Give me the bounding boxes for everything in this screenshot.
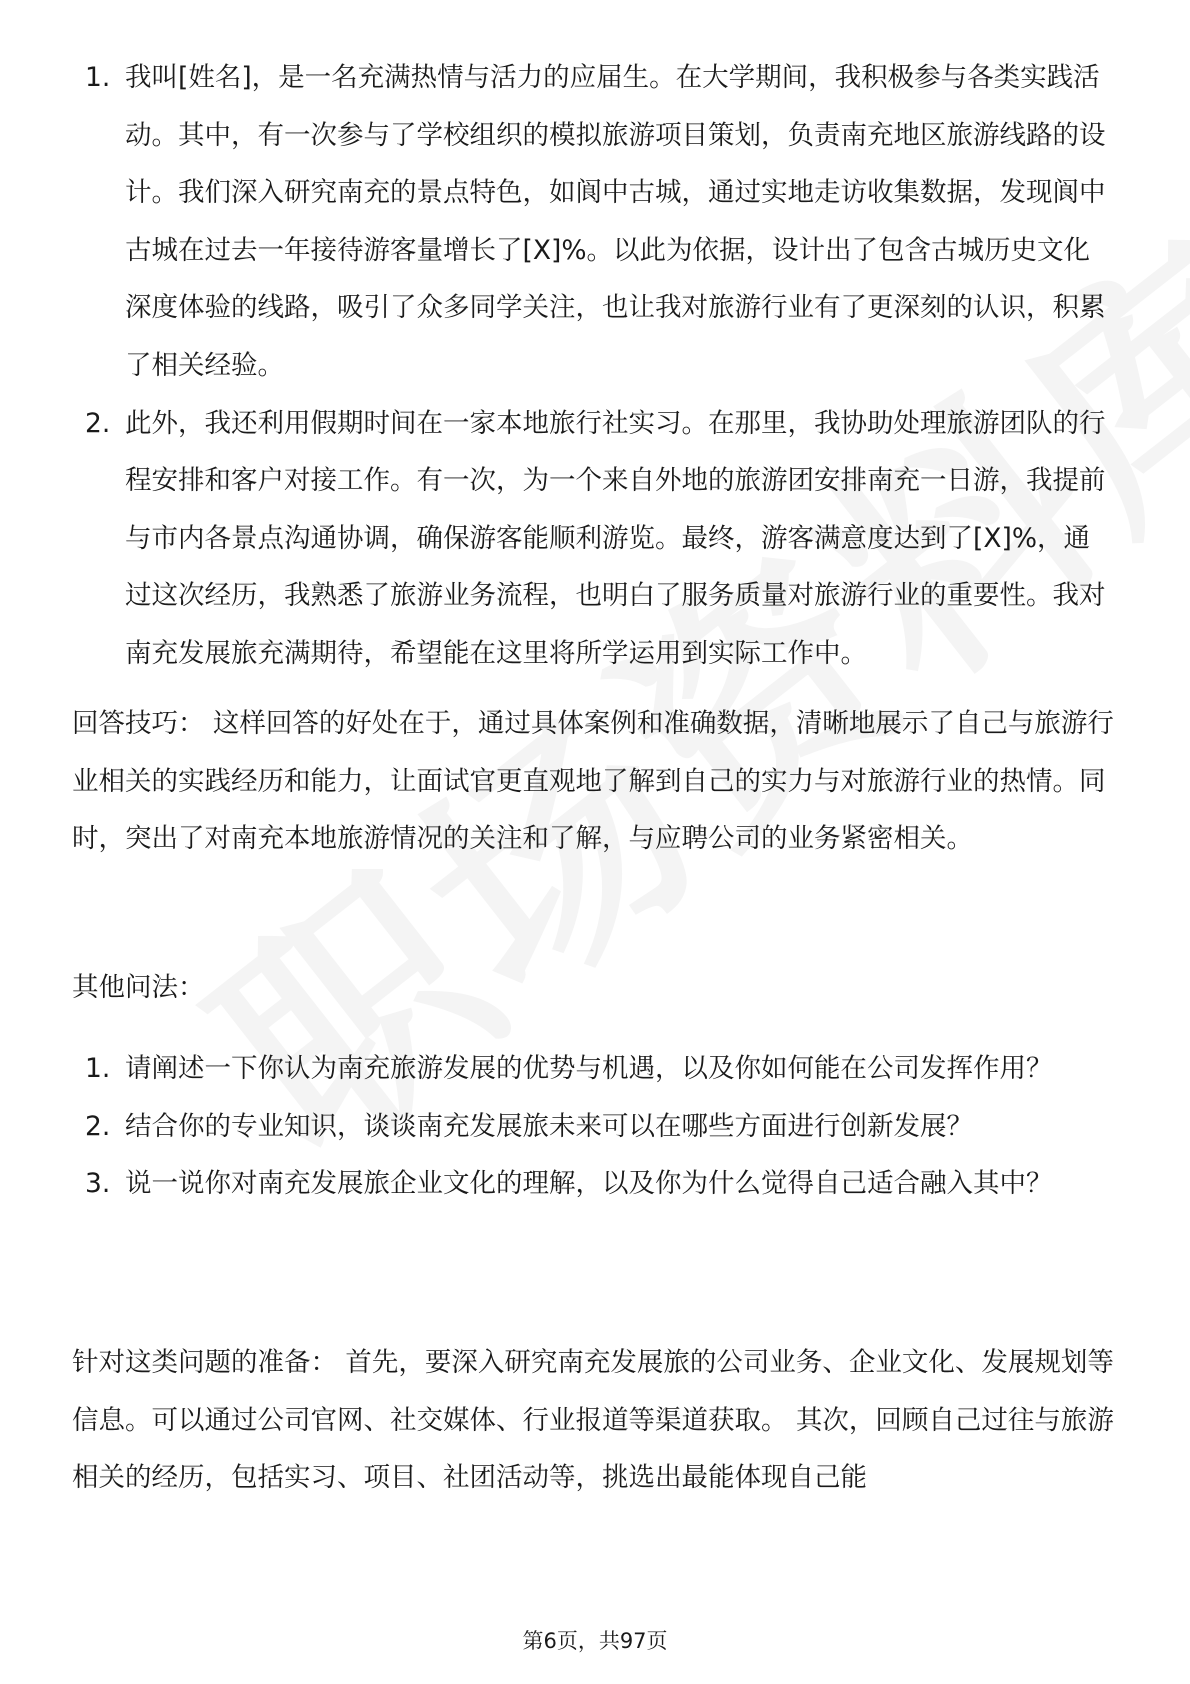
list-item-text: 请阐述一下你认为南充旅游发展的优势与机遇，以及你如何能在公司发挥作用？ bbox=[125, 1053, 1053, 1084]
list-item-number: 1. bbox=[85, 62, 111, 93]
list-item-number: 1. bbox=[85, 1053, 111, 1084]
list-item bbox=[0, 395, 1115, 683]
list-item-text: 我叫[姓名]，是一名充满热情与活力的应届生。在大学期间，我积极参与各类实践活动。其中，有一次参与了学校组织的模拟旅游项目策划，负责南充地区旅游线路的设计。我们深入研究南充的景点特色，如阆中古城，通过实地走访收集数据，发现阆中古城在过去一年接待游客量增长了[X]%。以此为依据，设计出了包含古城历史文化深度体验的线路，吸引了众多同学关注，也让我对旅游行业有了更深刻的认识，积累了相关经验。 bbox=[125, 62, 1106, 381]
list-item bbox=[0, 1040, 1115, 1098]
list-item bbox=[0, 49, 1115, 395]
list-item-number: 3. bbox=[85, 1168, 111, 1200]
experience-list bbox=[0, 49, 1115, 683]
list-item-text: 结合你的专业知识，谈谈南充发展旅未来可以在哪些方面进行创新发展？ bbox=[125, 1110, 973, 1142]
list-item bbox=[0, 1155, 1115, 1213]
list-item bbox=[0, 1098, 1115, 1156]
answer-tip-paragraph: 回答技巧： 这样回答的好处在于，通过具体案例和准确数据，清晰地展示了自己与旅游行业相关的实践经历和能力，让面试官更直观地了解到自己的实力与对旅游行业的热情。同时，突出了对南充本地旅游情况的关注和了解，与应聘公司的业务紧密相关。 bbox=[72, 708, 1114, 855]
preparation-paragraph: 针对这类问题的准备： 首先，要深入研究南充发展旅的公司业务、企业文化、发展规划等信息。可以通过公司官网、社交媒体、行业报道等渠道获取。 其次，回顾自己过往与旅游相关的经历，包括实习、项目、社团活动等，挑选出最能体现自己能 bbox=[72, 1347, 1114, 1494]
list-item-text: 说一说你对南充发展旅企业文化的理解，以及你为什么觉得自己适合融入其中？ bbox=[125, 1168, 1053, 1200]
list-item-number: 2. bbox=[85, 407, 111, 439]
page-number: 第6页，共97页 bbox=[522, 1629, 668, 1653]
list-item-number: 2. bbox=[85, 1110, 111, 1142]
list-item-text: 此外，我还利用假期时间在一家本地旅行社实习。在那里，我协助处理旅游团队的行程安排和客户对接工作。有一次，为一个来自外地的旅游团安排南充一日游，我提前与市内各景点沟通协调，确保游客能顺利游览。最终，游客满意度达到了[X]%，通过这次经历，我熟悉了旅游业务流程，也明白了服务质量对旅游行业的重要性。我对南充发展旅充满期待，希望能在这里将所学运用到实际工作中。 bbox=[125, 407, 1106, 669]
other-questions-list bbox=[0, 1040, 1115, 1213]
other-questions-heading: 其他问法： bbox=[72, 972, 205, 1003]
